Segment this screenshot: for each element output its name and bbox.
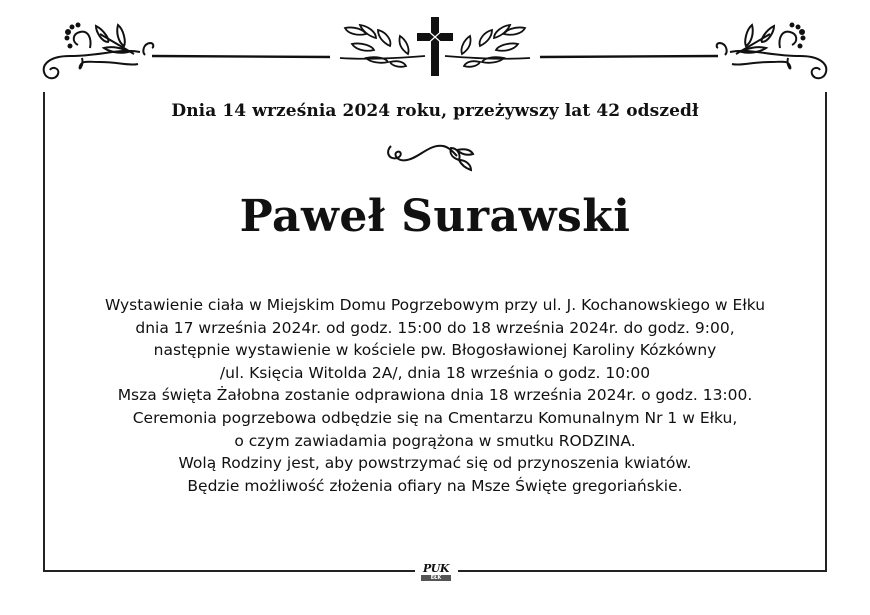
floral-flourish-icon-right <box>540 25 826 78</box>
details-line: /ul. Księcia Witolda 2A/, dnia 18 września o godz. 10:00 <box>219 363 651 382</box>
details-line: Będzie możliwość złożenia ofiary na Msze Święte gregoriańskie. <box>187 476 683 495</box>
logo-top-text: PUK <box>423 562 449 575</box>
details-line: Msza święta Żałobna zostanie odprawiona dnia 18 września 2024r. o godz. 13:00. <box>117 386 753 405</box>
funeral-details <box>40 294 830 497</box>
details-line: Wolą Rodziny jest, aby powstrzymać się od przynoszenia kwiatów. <box>178 454 692 473</box>
details-line: następnie wystawienie w kościele pw. Błogosławionej Karoliny Kózkówny <box>153 341 717 360</box>
top-ornament <box>0 0 870 95</box>
floral-flourish-icon-left <box>44 25 330 78</box>
cross-with-laurel-icon <box>340 17 530 76</box>
puk-elk-logo <box>416 563 456 585</box>
details-line: Wystawienie ciała w Miejskim Domu Pogrzebowym przy ul. J. Kochanowskiego w Ełku <box>104 296 766 314</box>
frame-bottom-border-right <box>458 570 827 572</box>
deceased-name: Paweł Surawski <box>239 191 631 242</box>
death-date-line: Dnia 14 września 2024 roku, przeżywszy lat 42 odszedł <box>171 101 699 121</box>
details-line: dnia 17 września 2024r. od godz. 15:00 do 18 września 2024r. do godz. 9:00, <box>135 318 735 337</box>
details-line: o czym zawiadamia pogrążona w smutku RODZINA. <box>234 431 636 450</box>
logo-bottom-text: EŁK <box>421 575 451 581</box>
frame-bottom-border-left <box>43 570 415 572</box>
leaf-swirl-icon <box>385 138 485 178</box>
details-line: Ceremonia pogrzebowa odbędzie się na Cmentarzu Komunalnym Nr 1 w Ełku, <box>132 408 738 427</box>
